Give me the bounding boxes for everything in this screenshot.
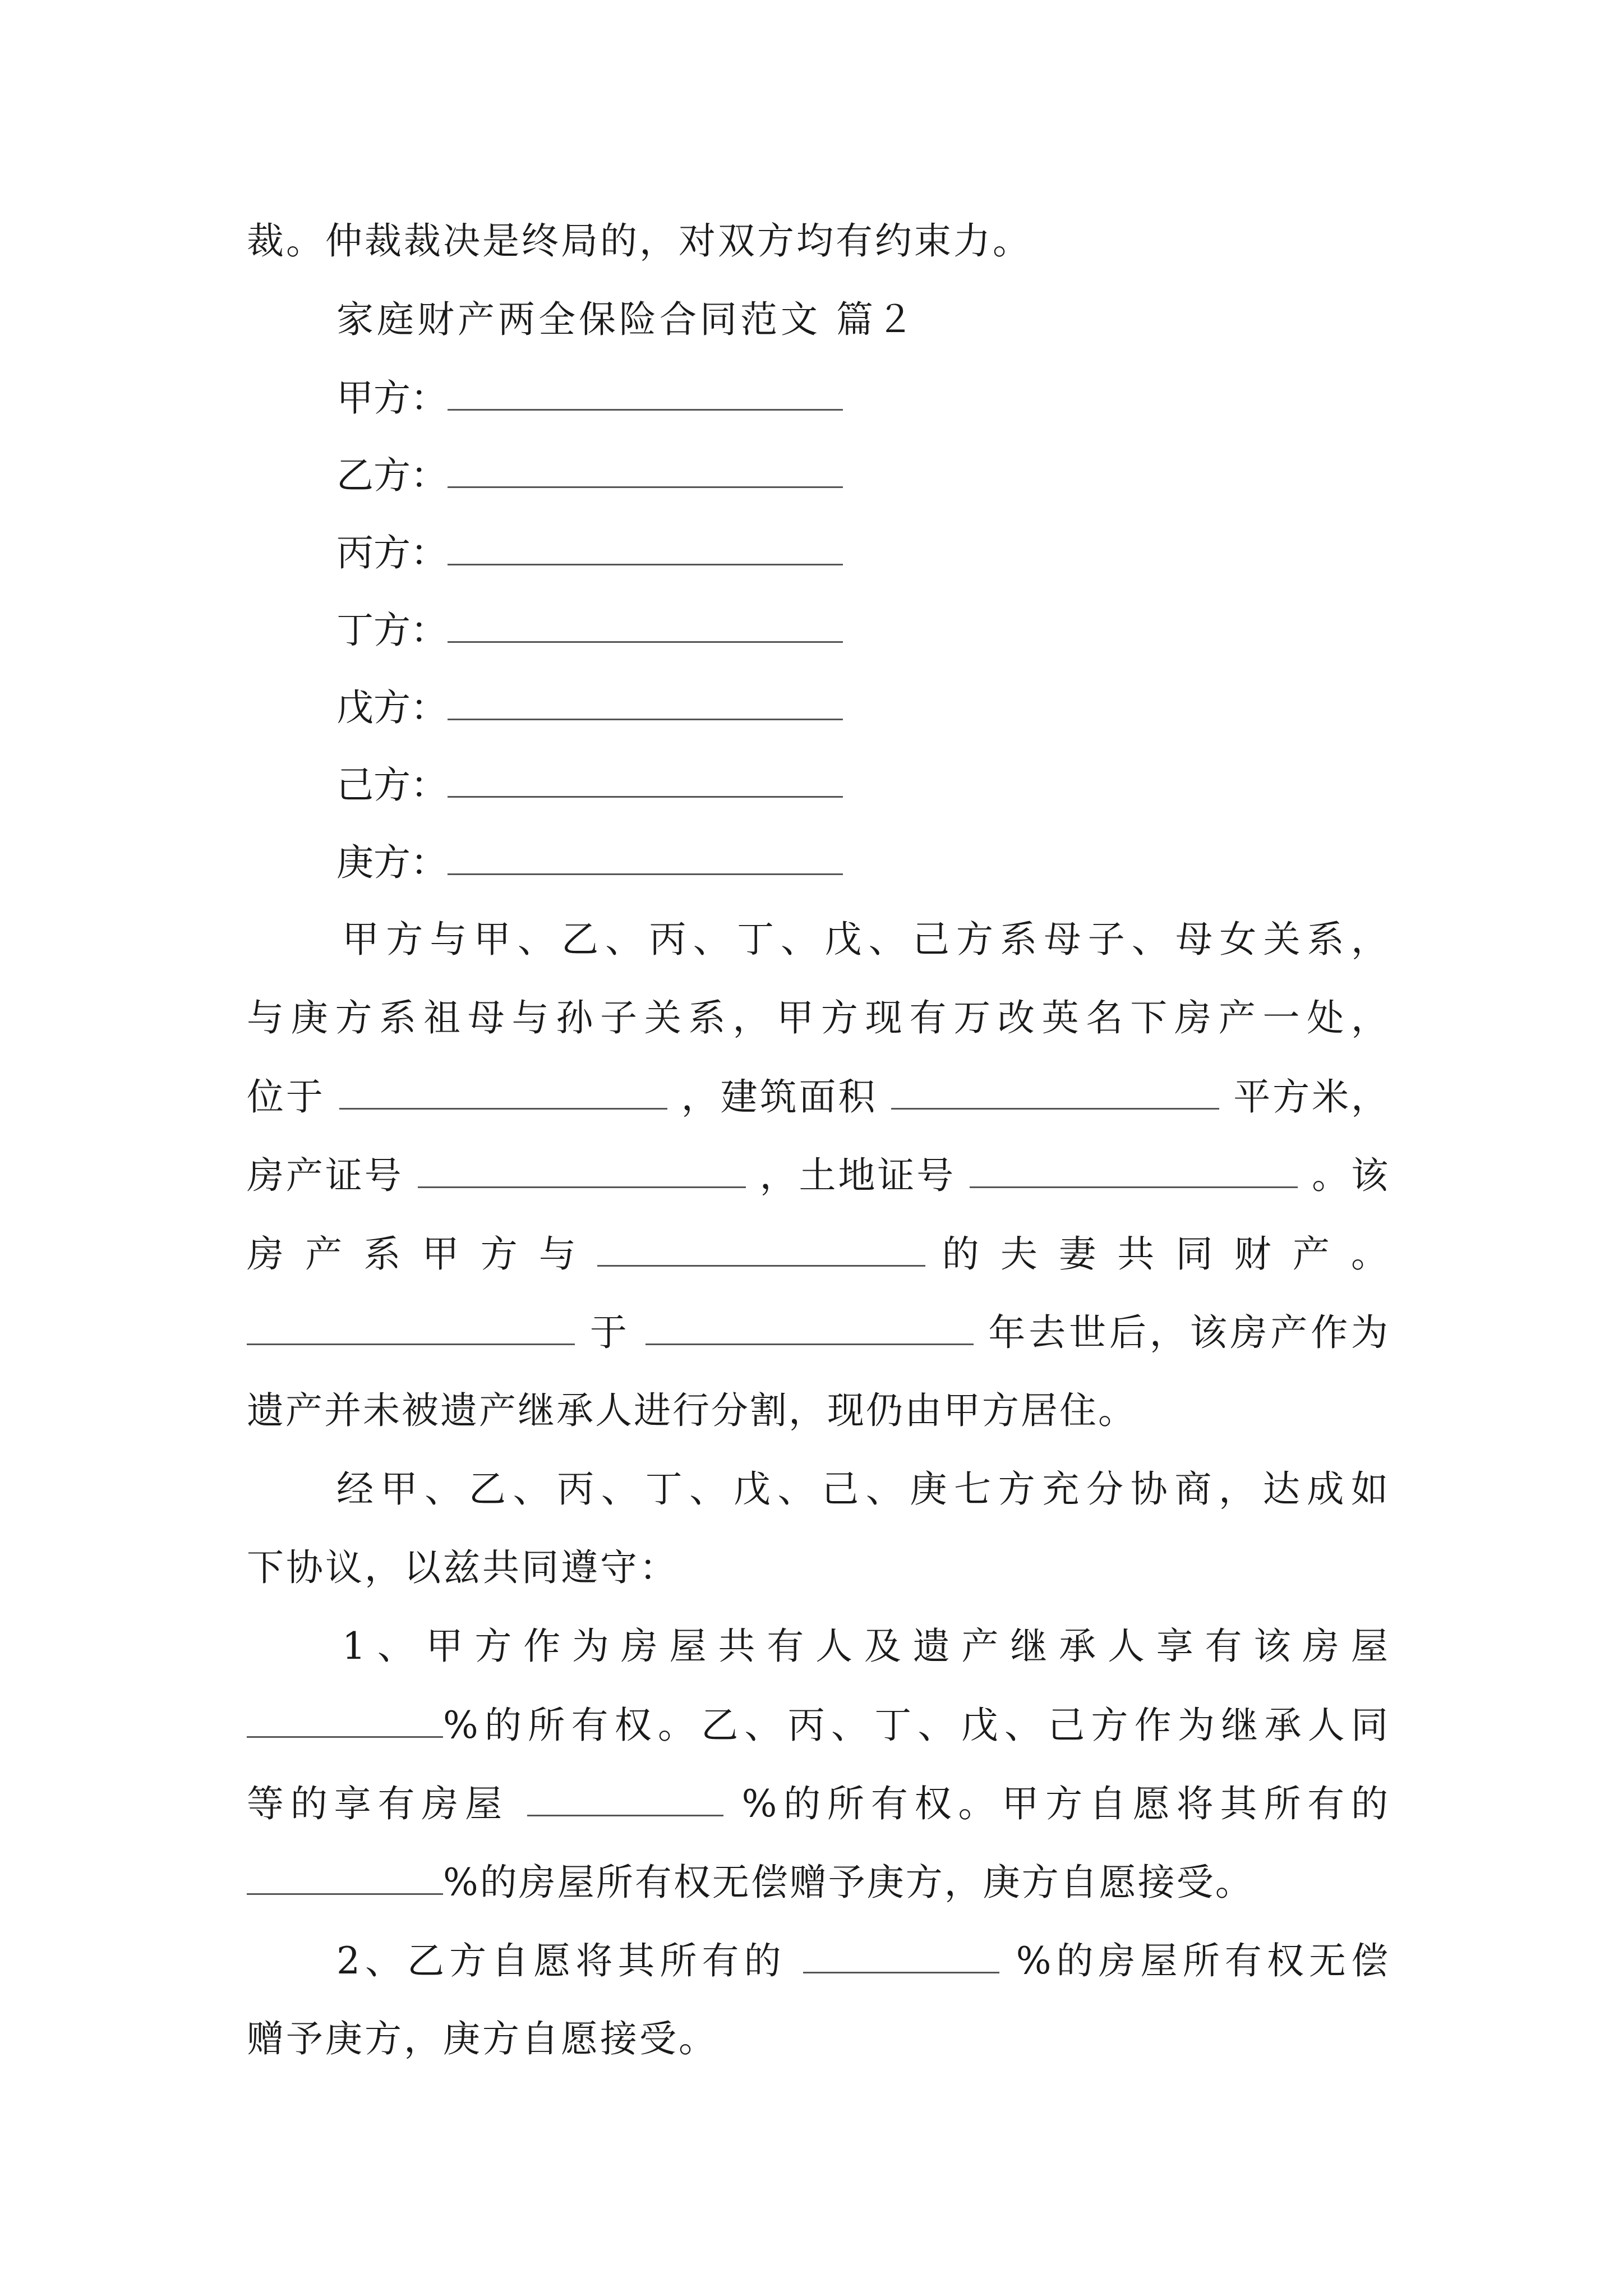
- p2-line-1: [336, 1467, 1388, 1512]
- party-label: 戊方：: [336, 686, 448, 729]
- intro-tail-line: [247, 219, 1032, 264]
- party-line-wu: [336, 685, 843, 730]
- party-line-jia: [336, 376, 843, 421]
- spouse-blank: [597, 1231, 925, 1267]
- p1-line-4: [247, 1153, 1388, 1198]
- party-label: 己方：: [336, 763, 448, 807]
- item2-text: %的房屋所有权无偿: [1016, 1939, 1388, 1982]
- party-blank-field: [448, 609, 843, 643]
- p1-line-3: [247, 1074, 1388, 1120]
- p1-text: ，建筑面积: [681, 1075, 878, 1119]
- item1-line-3: [247, 1781, 1388, 1826]
- party-blank-field: [448, 376, 843, 411]
- party-line-ji: [336, 763, 843, 808]
- percent-blank-3: [247, 1860, 443, 1895]
- item1-line-4: [247, 1860, 1254, 1905]
- p2-text: 下协议，以兹共同遵守：: [247, 1546, 679, 1589]
- land-cert-blank: [970, 1153, 1298, 1188]
- p1-text: 房产证号: [247, 1154, 404, 1197]
- party-label: 丁方：: [336, 609, 448, 652]
- percent-blank-2: [527, 1781, 723, 1816]
- p1-line-2: [247, 996, 1388, 1041]
- section-heading: [336, 297, 917, 342]
- party-line-geng: [336, 840, 843, 885]
- party-blank-field: [448, 686, 843, 720]
- item2-text: 赠予庚方，庚方自愿接受。: [247, 2017, 718, 2060]
- p1-text: 平方米，: [1233, 1075, 1389, 1119]
- item2-line-1: [336, 1938, 1388, 1984]
- property-cert-blank: [418, 1153, 746, 1188]
- party-label: 乙方：: [336, 454, 448, 497]
- p2-line-2: [247, 1545, 679, 1590]
- p1-text: 。该: [1312, 1154, 1389, 1197]
- intro-tail-text: 裁。仲裁裁决是终局的，对双方均有约束力。: [247, 219, 1032, 263]
- p1-text: 年去世后，该房产作为: [988, 1311, 1389, 1354]
- party-blank-field: [448, 454, 843, 488]
- p1-line-1: [342, 917, 1388, 962]
- party-line-ding: [336, 608, 843, 653]
- p1-text: 的 夫 妻 共 同 财 产 。: [942, 1232, 1389, 1276]
- item1-text: %的房屋所有权无偿赠予庚方，庚方自愿接受。: [443, 1861, 1254, 1904]
- party-label: 丙方：: [336, 531, 448, 574]
- p1-text: 房 产 系 甲 方 与: [247, 1232, 581, 1276]
- item2-line-2: [247, 2017, 718, 2062]
- party-line-yi: [336, 453, 843, 498]
- percent-blank-1: [247, 1703, 443, 1738]
- party-label: 甲方：: [336, 376, 448, 420]
- area-blank: [891, 1074, 1219, 1110]
- p1-text: 遗产并未被遗产继承人进行分割，现仍由甲方居住。: [247, 1389, 1137, 1432]
- location-blank: [339, 1074, 667, 1110]
- p1-line-7: [247, 1388, 1137, 1433]
- section-heading-text: 家庭财产两全保险合同范文 篇２: [336, 298, 917, 341]
- item1-text: 等的享有房屋: [247, 1782, 509, 1825]
- p1-line-6: [247, 1310, 1388, 1355]
- p1-text: 于: [589, 1311, 630, 1354]
- party-label: 庚方：: [336, 841, 448, 884]
- party-blank-field: [448, 531, 843, 565]
- p1-text: 甲方与甲、乙、丙、丁、戊、己方系母子、母女关系，: [342, 918, 1388, 961]
- item1-text: %的所有权。甲方自愿将其所有的: [741, 1782, 1388, 1825]
- party-line-bing: [336, 531, 843, 576]
- party-blank-field: [448, 841, 843, 875]
- p1-text: 与庚方系祖母与孙子关系，甲方现有万改英名下房产一处，: [247, 996, 1388, 1039]
- item1-line-2: [247, 1703, 1388, 1748]
- p1-text: 位于: [247, 1075, 325, 1119]
- item2-text: 2、乙方自愿将其所有的: [336, 1939, 786, 1982]
- percent-blank-4: [803, 1938, 999, 1973]
- p2-text: 经甲、乙、丙、丁、戊、己、庚七方充分协商，达成如: [336, 1467, 1388, 1511]
- item1-text: %的所有权。乙、丙、丁、戊、己方作为继承人同: [443, 1704, 1388, 1747]
- year-blank: [645, 1310, 974, 1345]
- p1-line-5: [247, 1231, 1388, 1277]
- item1-line-1: [342, 1624, 1388, 1669]
- item1-text: 1、甲方作为房屋共有人及遗产继承人享有该房屋: [342, 1625, 1388, 1668]
- deceased-blank: [247, 1310, 575, 1345]
- party-blank-field: [448, 763, 843, 798]
- p1-text: ，土地证号: [759, 1154, 956, 1197]
